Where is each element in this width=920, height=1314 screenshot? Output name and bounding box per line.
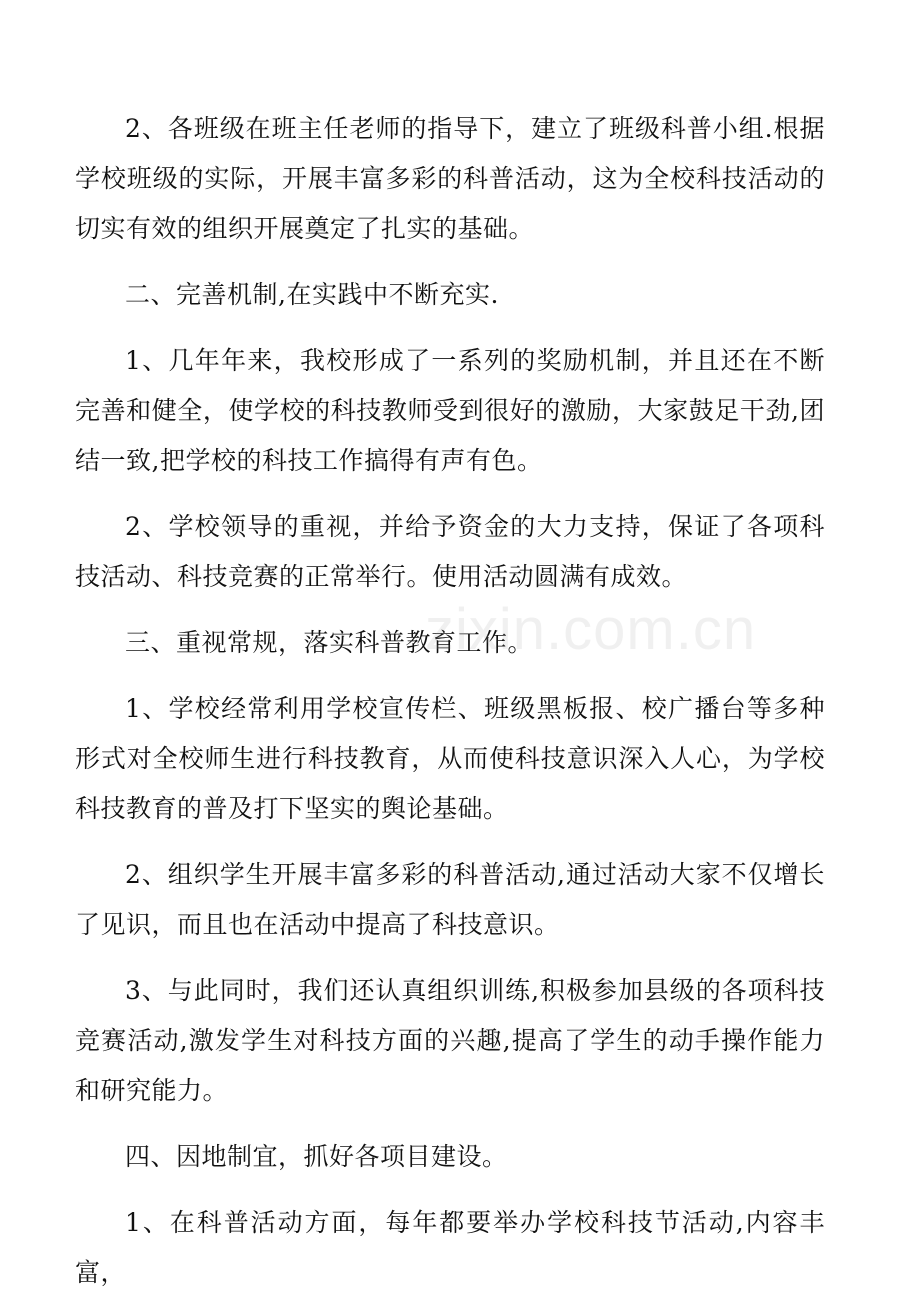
paragraph-publicity: 1、学校经常利用学校宣传栏、班级黑板报、校广播台等多种形式对全校师生进行科技教育，从而使科技意识深入人心，为学校科技教育的普及打下坚实的舆论基础。	[75, 694, 825, 823]
paragraph-leadership-support: 2、学校领导的重视，并给予资金的大力支持，保证了各项科技活动、科技竞赛的正常举行。使用活动圆满有成效。	[75, 512, 825, 591]
paragraph-competitions: 3、与此同时，我们还认真组织训练,积极参加县级的各项科技竞赛活动,激发学生对科技方面的兴趣,提高了学生的动手操作能力和研究能力。	[75, 976, 825, 1105]
document-body	[75, 104, 825, 1314]
section-heading-mechanism: 二、完善机制,在实践中不断充实.	[125, 280, 499, 309]
paragraph-student-activities: 2、组织学生开展丰富多彩的科普活动,通过活动大家不仅增长了见识，而且也在活动中提高了科技意识。	[75, 860, 825, 939]
paragraph-class-science-groups: 2、各班级在班主任老师的指导下，建立了班级科普小组.根据学校班级的实际，开展丰富多彩的科普活动，这为全校科技活动的切实有效的组织开展奠定了扎实的基础。	[75, 114, 825, 243]
watermark-text: zixin.com.cn	[425, 597, 757, 662]
paragraph-reward-mechanism: 1、几年年来，我校形成了一系列的奖励机制，并且还在不断完善和健全，使学校的科技教师受到很好的激励，大家鼓足干劲,团结一致,把学校的科技工作搞得有声有色。	[75, 346, 825, 475]
section-heading-projects: 四、因地制宜，抓好各项目建设。	[125, 1142, 508, 1171]
section-heading-routine: 三、重视常规，落实科普教育工作。	[125, 628, 534, 657]
paragraph-science-festival: 1、在科普活动方面，每年都要举办学校科技节活动,内容丰富，	[75, 1208, 825, 1287]
